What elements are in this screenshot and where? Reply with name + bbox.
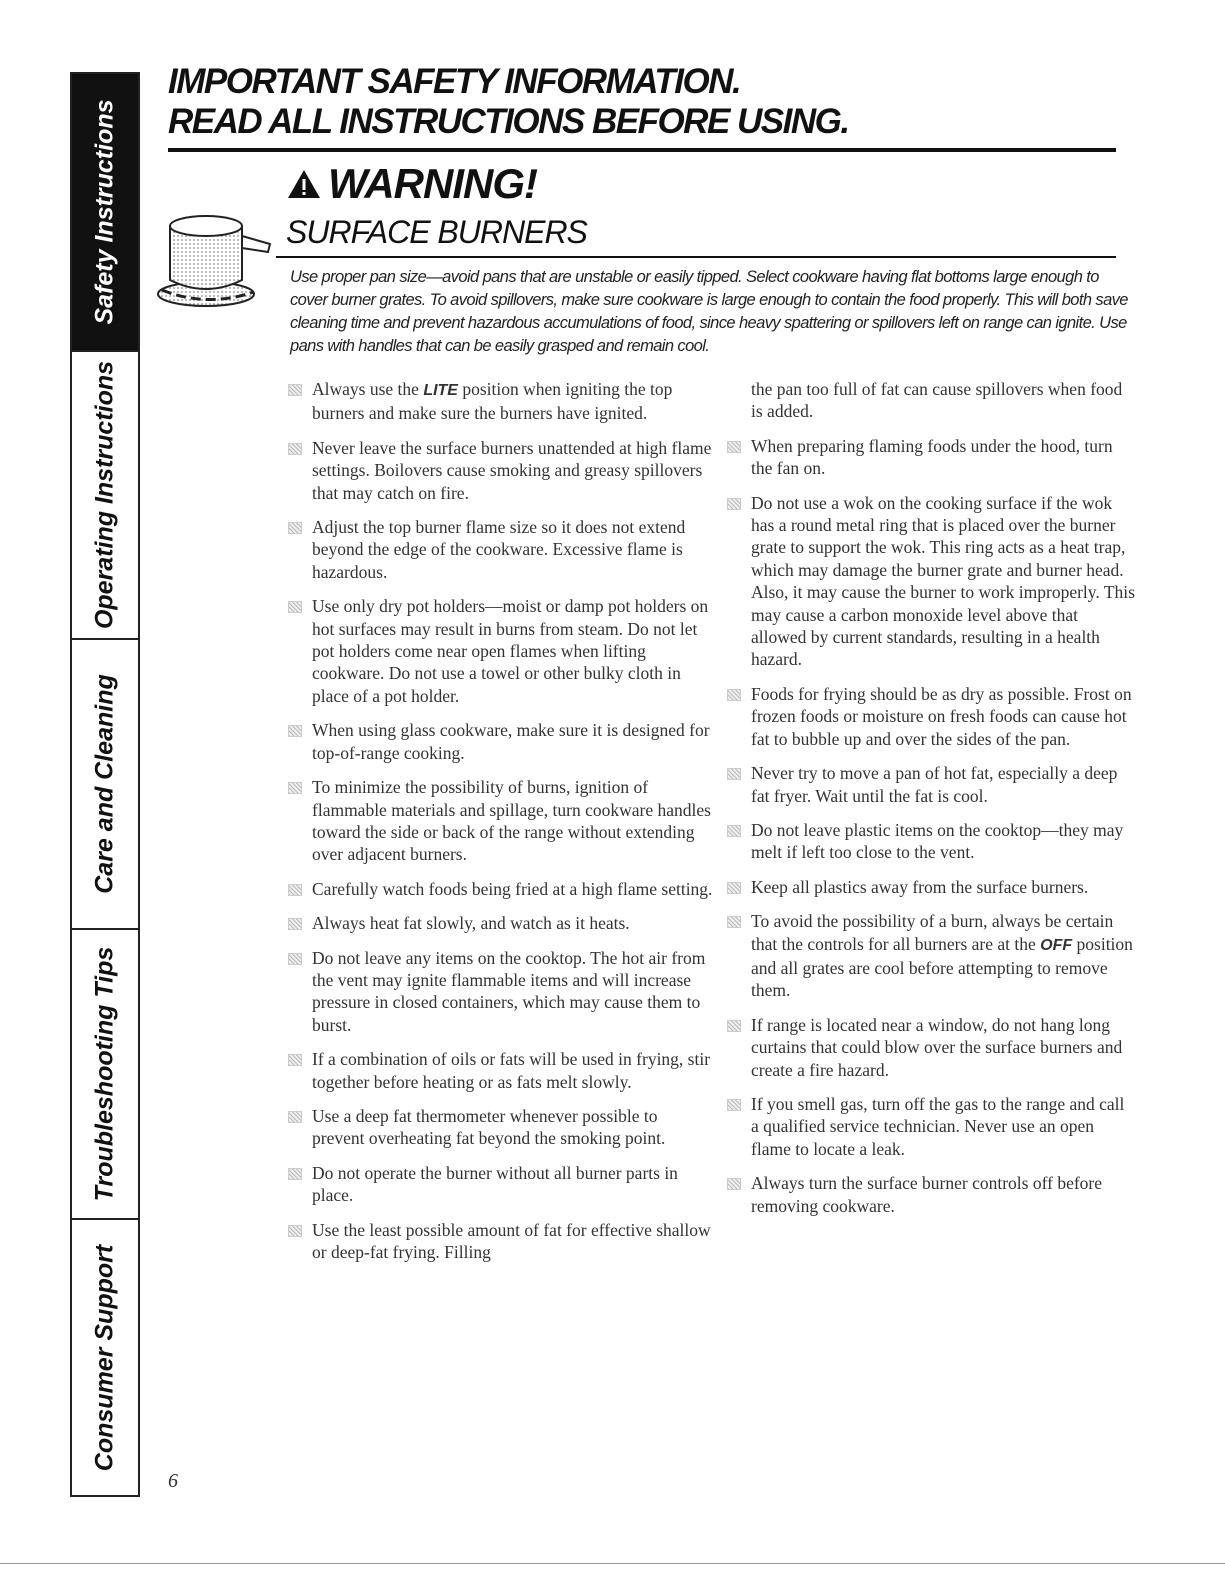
list-item: Foods for frying should be as dry as possible. Frost on frozen foods or moisture on fresh foods can cause hot fat to bubble up and over the sides of the pan.	[725, 683, 1135, 750]
warning-heading	[286, 160, 537, 208]
tab-troubleshooting-tips[interactable]	[72, 930, 138, 1220]
list-item: When using glass cookware, make sure it is designed for top-of-range cooking.	[286, 719, 714, 764]
bullet-icon	[288, 1111, 302, 1123]
tab-label: Safety Instructions	[90, 99, 119, 325]
tab-operating-instructions[interactable]	[72, 352, 138, 640]
bullet-icon	[288, 443, 302, 455]
list-item: Never leave the surface burners unattended at high flame settings. Boilovers cause smoking and greasy spillovers that may catch on fire.	[286, 437, 714, 504]
tab-label: Operating Instructions	[90, 360, 119, 630]
tab-label: Consumer Support	[90, 1244, 119, 1471]
list-item: Use the least possible amount of fat for effective shallow or deep-fat frying. Filling	[286, 1219, 714, 1264]
list-item: Adjust the top burner flame size so it does not extend beyond the edge of the cookware. Excessive flame is hazardous.	[286, 516, 714, 583]
bullet-icon	[727, 825, 741, 837]
bullet-icon	[727, 1178, 741, 1190]
list-item: Never try to move a pan of hot fat, especially a deep fat fryer. Wait until the fat is cool.	[725, 762, 1135, 807]
list-item: Do not leave plastic items on the cooktop—they may melt if left too close to the vent.	[725, 819, 1135, 864]
bullet-icon	[727, 768, 741, 780]
list-item: Use a deep fat thermometer whenever possible to prevent overheating fat beyond the smoking point.	[286, 1105, 714, 1150]
bullet-icon	[727, 882, 741, 894]
bullet-icon	[288, 953, 302, 965]
bullet-icon	[727, 441, 741, 453]
list-item: Do not leave any items on the cooktop. The hot air from the vent may ignite flammable items and will increase pressure in closed containers, which may cause them to burst.	[286, 947, 714, 1037]
list-item: Use only dry pot holders—moist or damp pot holders on hot surfaces may result in burns from steam. Do not let pot holders come near open flames when lifting cookware. Do not use a towel or other bulky cloth in place of a pot holder.	[286, 595, 714, 707]
bullet-icon	[288, 384, 302, 396]
warning-title: WARNING!	[328, 160, 537, 207]
keyword-lite: LITE	[423, 382, 458, 399]
list-item: Always use the LITE position when igniting the top burners and make sure the burners have ignited.	[286, 378, 714, 425]
bullet-icon	[727, 498, 741, 510]
bullet-icon	[288, 1054, 302, 1066]
list-item: To minimize the possibility of burns, ignition of flammable materials and spillage, turn cookware handles toward the side or back of the range without extending over adjacent burners.	[286, 776, 714, 866]
bottom-divider	[0, 1563, 1225, 1564]
warning-triangle-icon	[286, 168, 322, 200]
right-column	[725, 378, 1135, 1229]
tab-care-and-cleaning[interactable]	[72, 640, 138, 930]
bullet-icon	[288, 601, 302, 613]
list-item: If range is located near a window, do not hang long curtains that could blow over the surface burners and create a fire hazard.	[725, 1014, 1135, 1081]
bullet-icon	[288, 522, 302, 534]
tab-label: Troubleshooting Tips	[90, 946, 119, 1202]
header-line-1: IMPORTANT SAFETY INFORMATION.	[168, 62, 741, 101]
bullet-icon	[727, 1099, 741, 1111]
list-item: Always turn the surface burner controls off before removing cookware.	[725, 1172, 1135, 1217]
list-item: Always heat fat slowly, and watch as it heats.	[286, 912, 714, 934]
list-item: To avoid the possibility of a burn, always be certain that the controls for all burners are at the OFF position and all grates are cool before attempting to remove them.	[725, 910, 1135, 1002]
subtitle-divider	[276, 256, 1116, 258]
bullet-icon	[288, 918, 302, 930]
list-item: Keep all plastics away from the surface burners.	[725, 876, 1135, 898]
list-item: When preparing flaming foods under the hood, turn the fan on.	[725, 435, 1135, 480]
list-item: If a combination of oils or fats will be used in frying, stir together before heating or as fats melt slowly.	[286, 1048, 714, 1093]
header-divider	[168, 148, 1116, 152]
tab-label: Care and Cleaning	[90, 674, 119, 894]
bullet-icon	[288, 884, 302, 896]
list-item: Carefully watch foods being fried at a high flame setting.	[286, 878, 714, 900]
bullet-icon	[288, 1225, 302, 1237]
bullet-icon	[727, 689, 741, 701]
header-line-2: READ ALL INSTRUCTIONS BEFORE USING.	[168, 102, 849, 141]
intro-paragraph: Use proper pan size—avoid pans that are unstable or easily tipped. Select cookware having flat bottoms large enough to cover burner grates. To avoid spillovers, make sure cookware is large enough to contain the food properly. This will both save cleaning time and prevent hazardous accumulations of food, since heavy spattering or spillovers left on range can ignite. Use pans with handles that can be easily grasped and remain cool.	[290, 268, 1128, 355]
page-number: 6	[168, 1470, 178, 1492]
cooking-pot-icon	[156, 198, 276, 308]
list-item: Do not operate the burner without all burner parts in place.	[286, 1162, 714, 1207]
section-subtitle: SURFACE BURNERS	[286, 214, 587, 250]
bullet-icon	[727, 1020, 741, 1032]
bullet-icon	[727, 916, 741, 928]
tab-safety-instructions[interactable]	[72, 74, 138, 352]
bullet-icon	[288, 782, 302, 794]
page-header	[168, 62, 1128, 142]
tab-consumer-support[interactable]	[72, 1220, 138, 1495]
list-item: If you smell gas, turn off the gas to the range and call a qualified service technician. Never use an open flame to locate a leak.	[725, 1093, 1135, 1160]
list-item-continued: the pan too full of fat can cause spillovers when food is added.	[751, 379, 1123, 422]
bullet-icon	[288, 1168, 302, 1180]
left-column	[286, 378, 714, 1275]
keyword-off: OFF	[1040, 936, 1073, 954]
list-item: Do not use a wok on the cooking surface if the wok has a round metal ring that is placed over the burner grate to support the wok. This ring acts as a heat trap, which may damage the burner grate and burner head. Also, it may cause the burner to work improperly. This may cause a carbon monoxide level above that allowed by current standards, resulting in a health hazard.	[725, 492, 1135, 671]
bullet-icon	[288, 725, 302, 737]
section-tabs	[70, 72, 140, 1497]
